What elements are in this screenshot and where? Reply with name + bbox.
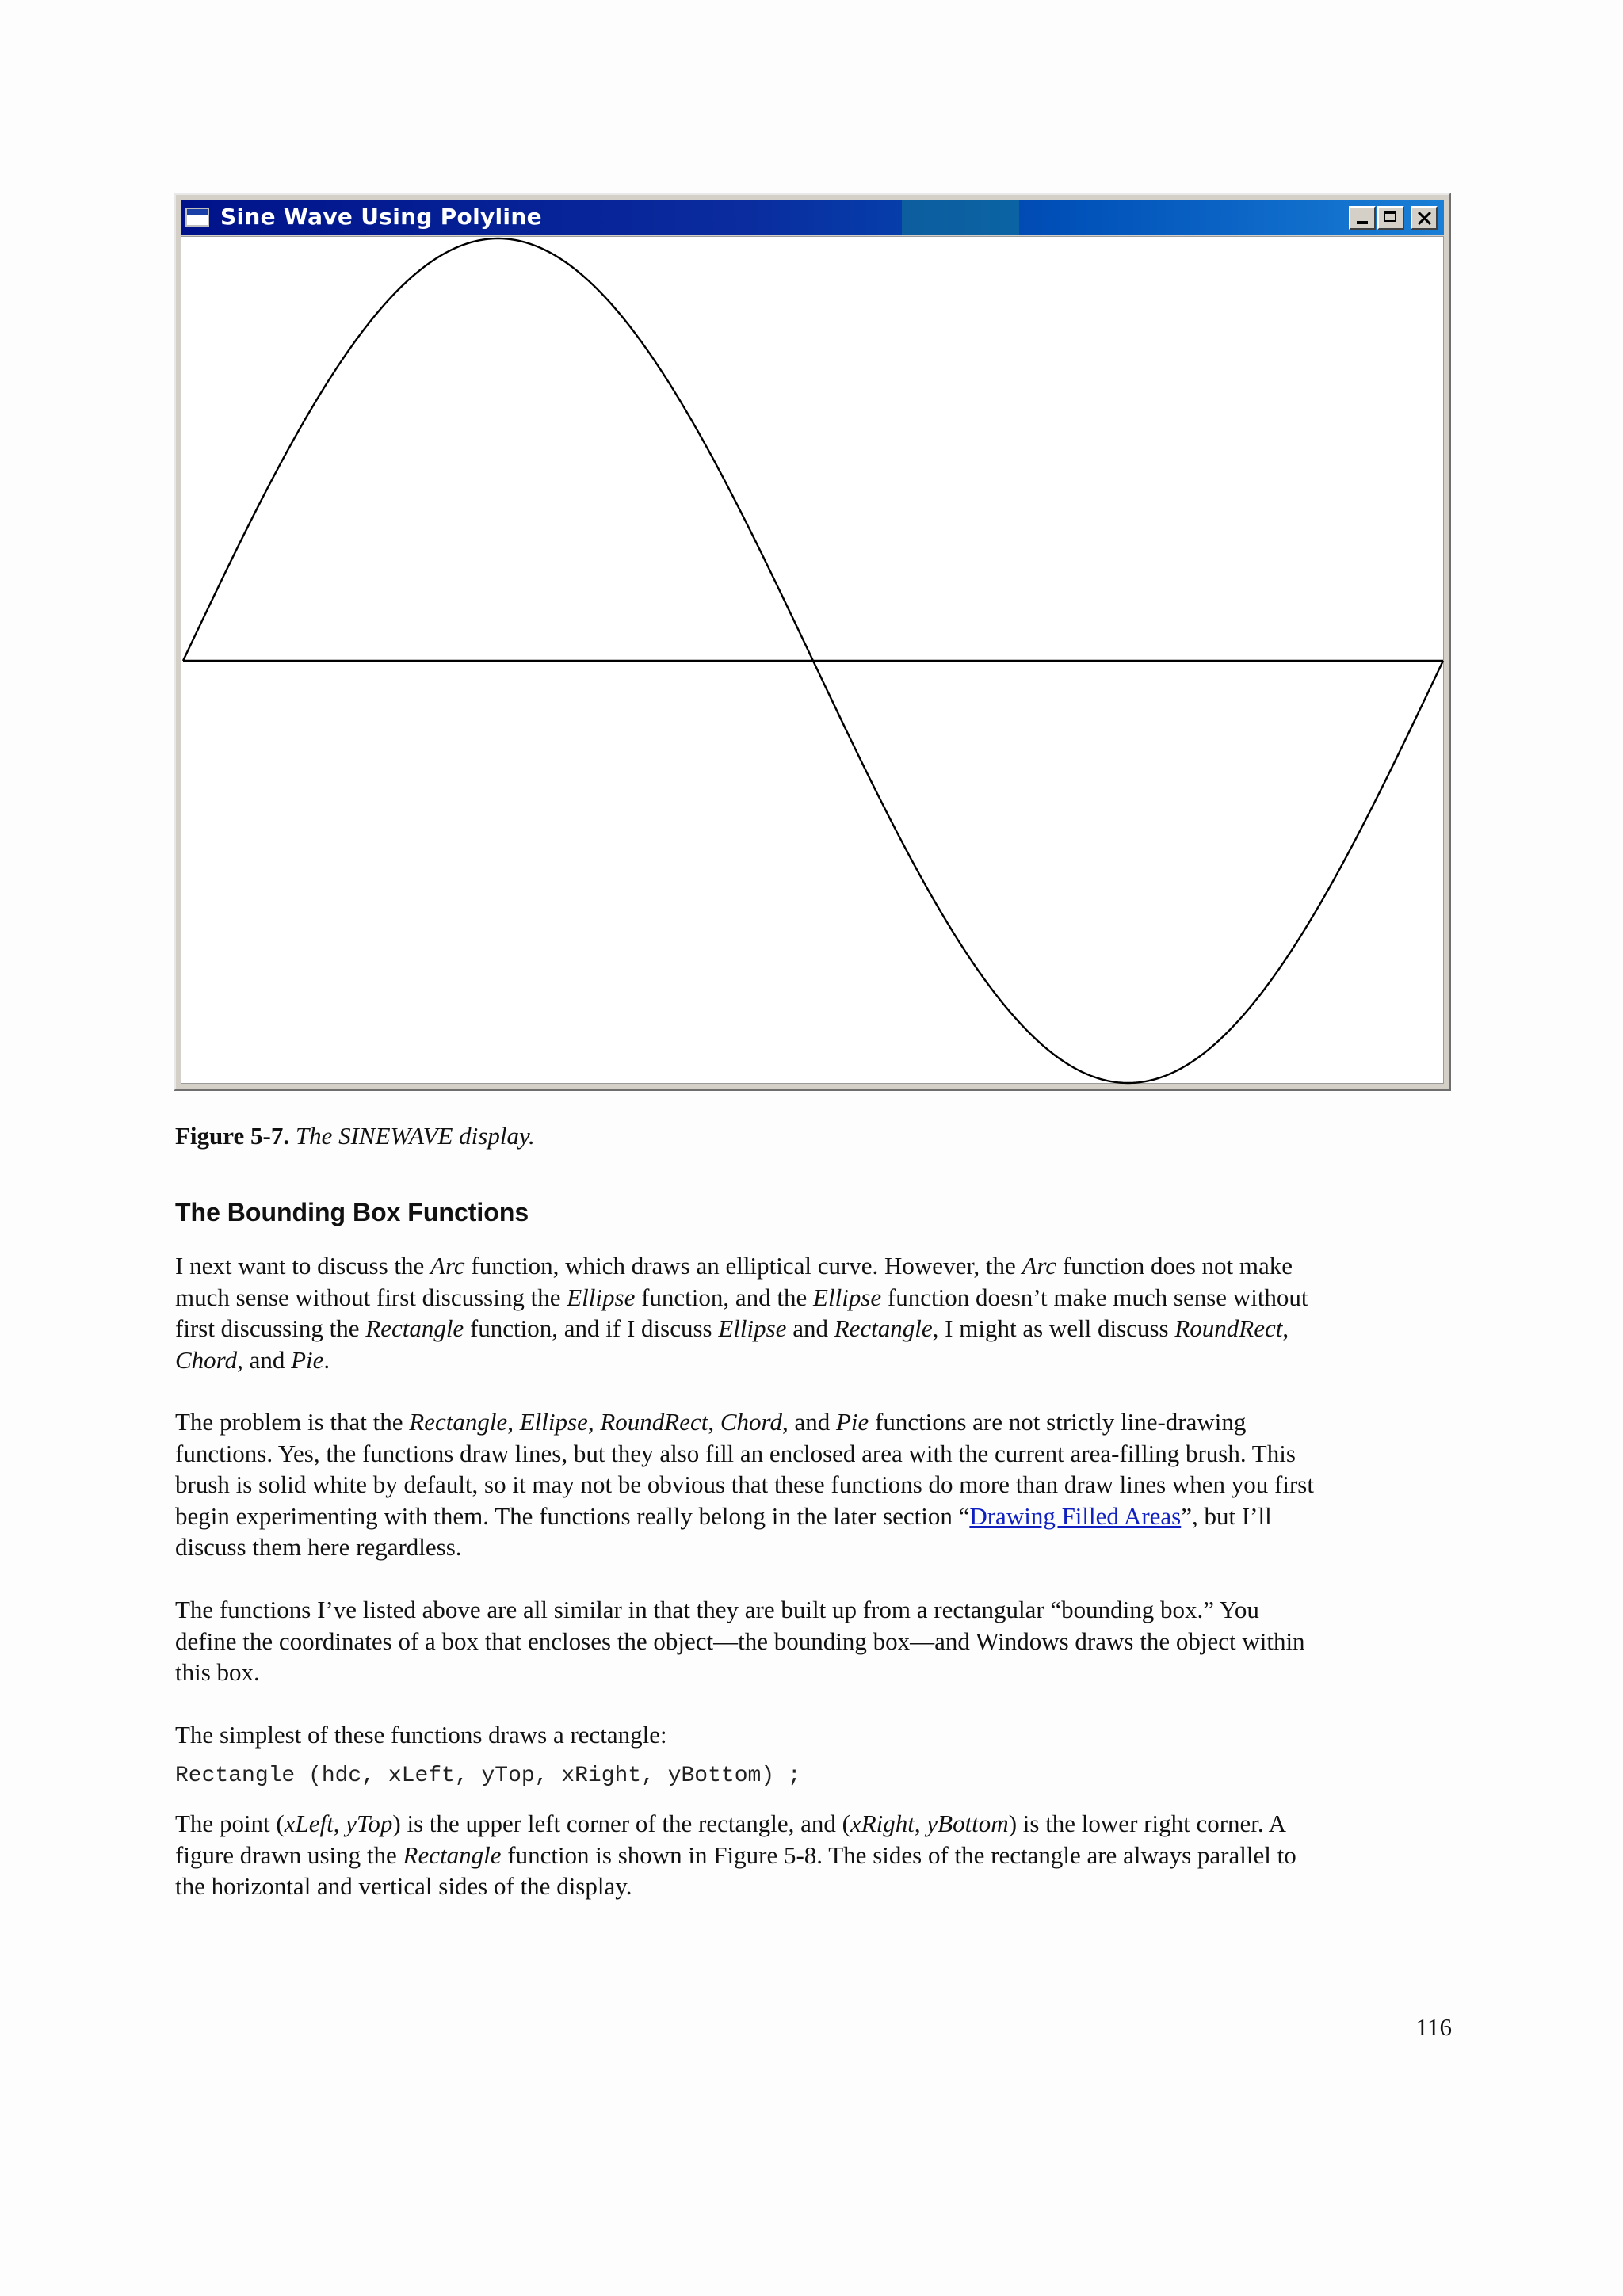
paragraph-line: discuss them here regardless. — [175, 1533, 462, 1561]
paragraph-line: define the coordinates of a box that encloses the object—the bounding box—and Windows draws the object within — [175, 1627, 1305, 1655]
paragraph-line: The simplest of these functions draws a rectangle: — [175, 1721, 667, 1749]
paragraph-line: first discussing the Rectangle function, and if I discuss Ellipse and Rectangle, I might as well discuss RoundRect, — [175, 1314, 1289, 1342]
paragraph-line: I next want to discuss the Arc function, which draws an elliptical curve. However, the Arc function does not make — [175, 1252, 1293, 1280]
paragraph-line: brush is solid white by default, so it may not be obvious that these functions do more than draw lines when you first — [175, 1470, 1314, 1498]
paragraph-line: The problem is that the Rectangle, Ellipse, RoundRect, Chord, and Pie functions are not strictly line-drawing — [175, 1408, 1247, 1436]
paragraph-line: figure drawn using the Rectangle function is shown in Figure 5-8. The sides of the rectangle are always parallel to — [175, 1840, 1296, 1869]
title-bar-highlight — [902, 200, 1019, 235]
sine-wave-plot — [181, 237, 1445, 1085]
close-icon[interactable] — [1411, 206, 1438, 230]
paragraph-5 — [175, 1808, 1459, 1902]
maximize-icon[interactable] — [1377, 206, 1404, 230]
paragraph-line: The functions I’ve listed above are all similar in that they are built up from a rectangular “bounding box.” You — [175, 1596, 1259, 1623]
minimize-icon[interactable] — [1349, 206, 1376, 230]
drawing-filled-areas-link[interactable]: Drawing Filled Areas — [969, 1501, 1182, 1530]
title-bar[interactable] — [181, 200, 1444, 235]
paragraph-line: this box. — [175, 1658, 260, 1686]
paragraph-line: much sense without first discussing the Ellipse function, and the Ellipse function doesn’t make much sense without — [175, 1283, 1308, 1311]
page-number: 116 — [1415, 2013, 1452, 2041]
section-heading: The Bounding Box Functions — [175, 1198, 529, 1226]
paragraph-line: functions. Yes, the functions draw lines, but they also fill an enclosed area with the current area-filling brush. This — [175, 1439, 1296, 1467]
paragraph-line: the horizontal and vertical sides of the display. — [175, 1872, 632, 1900]
sinewave-window — [174, 193, 1451, 1091]
code-snippet: Rectangle (hdc, xLeft, yTop, xRight, yBottom) ; — [175, 1764, 801, 1788]
paragraph-line: Chord, and Pie. — [175, 1345, 330, 1374]
paragraph-line: The point (xLeft, yTop) is the upper left corner of the rectangle, and (xRight, yBottom) is the lower right corner. A — [175, 1810, 1287, 1837]
paragraph-4 — [175, 1719, 1459, 1751]
window-app-icon[interactable] — [185, 208, 209, 227]
paragraph-1 — [175, 1250, 1459, 1375]
figure-caption-text: The SINEWAVE display. — [295, 1122, 535, 1150]
figure-label: Figure 5-7. — [175, 1122, 290, 1150]
window-title: Sine Wave Using Polyline — [220, 204, 542, 230]
client-area — [181, 236, 1444, 1084]
figure-caption — [175, 1122, 535, 1150]
paragraph-3 — [175, 1594, 1459, 1688]
paragraph-line: begin experimenting with them. The functions really belong in the later section “Drawing Filled Areas”, but I’ll — [175, 1501, 1272, 1530]
paragraph-2 — [175, 1406, 1459, 1563]
